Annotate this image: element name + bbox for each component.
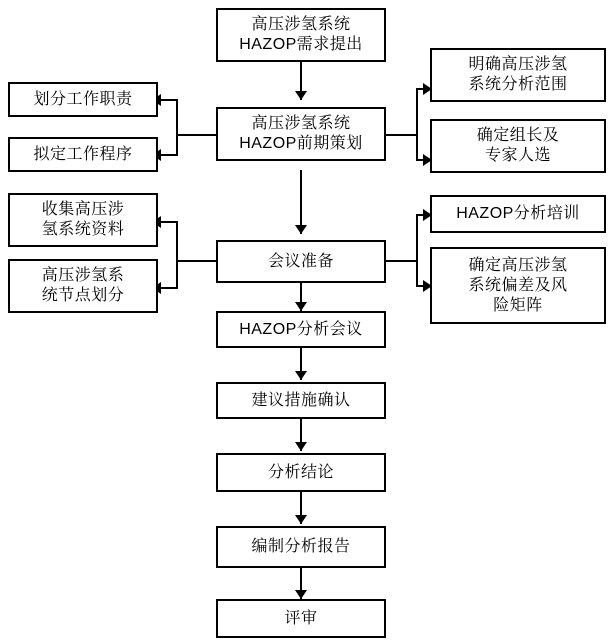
node-analysis-conclusion[interactable] (216, 453, 386, 492)
connector-n7-left-stub (176, 260, 216, 262)
node-label: 确定组长及 专家人选 (476, 127, 560, 164)
node-hazop-preplanning[interactable] (216, 107, 386, 161)
node-label: HAZOP分析会议 (239, 320, 363, 338)
connector-n7-right-stub (386, 260, 418, 262)
node-collect-system-data[interactable] (8, 193, 158, 247)
connector-n7-left-bus (176, 221, 178, 289)
connector-n7-n9 (158, 287, 178, 289)
arrowhead-n1-n2 (295, 91, 307, 100)
node-label: 评审 (284, 609, 318, 627)
node-label: 拟定工作程序 (33, 145, 133, 163)
node-label: 划分工作职责 (33, 90, 133, 108)
connector-n2-left-bus (176, 99, 178, 156)
arrowhead-n12-n13 (295, 371, 307, 380)
node-label: 高压涉氢系统 HAZOP前期策划 (239, 115, 363, 152)
connector-n2-n3 (158, 99, 178, 101)
node-label: 确定高压涉氢 系统偏差及风 险矩阵 (468, 256, 568, 314)
node-label: 高压涉氢系 统节点划分 (41, 267, 125, 304)
arrowhead-n2-n7 (295, 225, 307, 234)
node-label: HAZOP分析培训 (456, 205, 580, 222)
connector-n2-n4 (158, 154, 178, 156)
connector-n2-right-stub (386, 134, 418, 136)
node-divide-responsibilities[interactable] (8, 82, 158, 117)
connector-n2-left-stub (176, 134, 216, 136)
node-label: 编制分析报告 (251, 538, 351, 555)
node-deviation-risk-matrix[interactable] (430, 247, 606, 324)
node-label: 会议准备 (267, 252, 334, 270)
arrowhead-n13-n14 (295, 442, 307, 451)
arrowhead-n14-n15 (295, 515, 307, 524)
node-review[interactable] (216, 599, 386, 638)
node-label: 高压涉氢系统 HAZOP需求提出 (239, 16, 363, 53)
node-label: 建议措施确认 (251, 391, 351, 409)
node-compile-report[interactable] (216, 526, 386, 568)
arrowhead-n15-n16 (295, 590, 307, 599)
arrowhead-n7-n12 (295, 302, 307, 311)
node-hazop-requirement[interactable] (216, 8, 386, 62)
connector-n2-right-bus (416, 88, 418, 161)
node-label: 分析结论 (267, 463, 334, 481)
node-meeting-preparation[interactable] (216, 240, 386, 283)
node-select-leader-experts[interactable] (430, 119, 606, 173)
node-hazop-analysis-meeting[interactable] (216, 311, 386, 348)
connector-n7-n8 (158, 221, 178, 223)
node-confirm-recommendations[interactable] (216, 382, 386, 419)
node-node-division[interactable] (8, 259, 158, 313)
node-draft-work-procedure[interactable] (8, 137, 158, 172)
connector-n7-right-bus (416, 214, 418, 287)
node-label: 收集高压涉 氢系统资料 (41, 201, 125, 238)
node-hazop-training[interactable] (430, 195, 606, 233)
node-label: 明确高压涉氢 系统分析范围 (468, 56, 568, 93)
node-define-analysis-scope[interactable] (430, 48, 606, 102)
